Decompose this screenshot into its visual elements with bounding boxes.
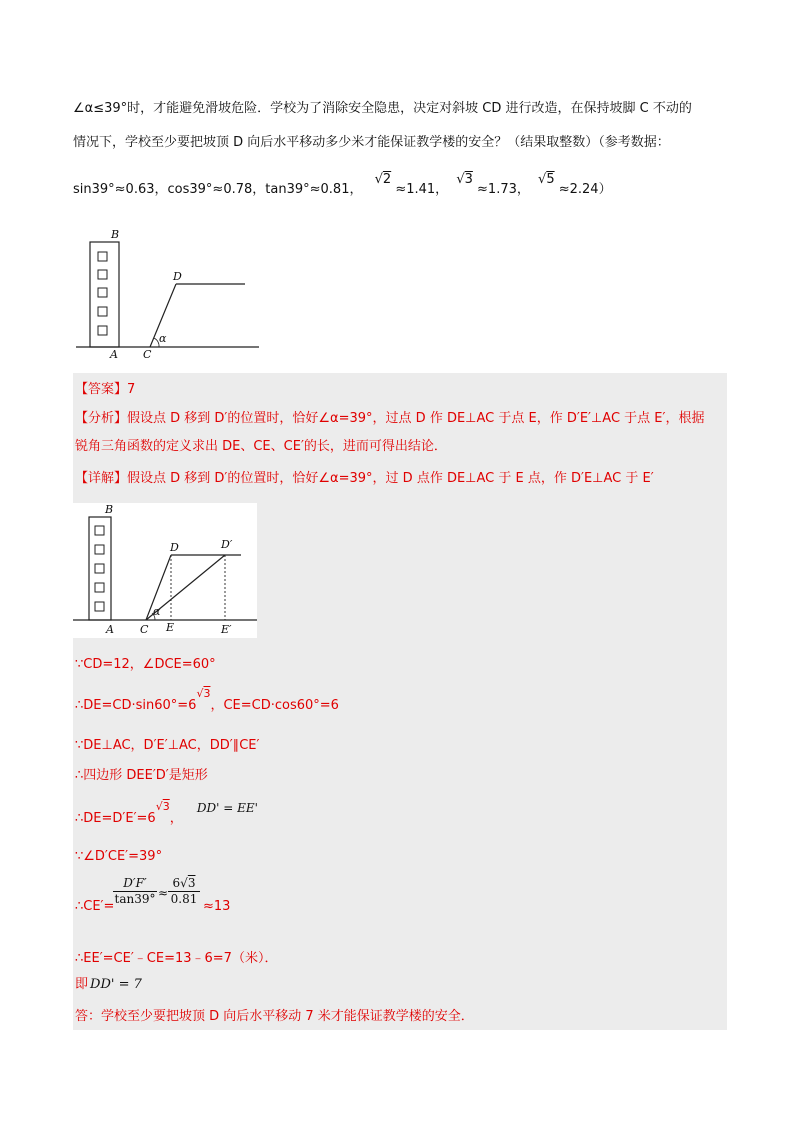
label-b: B: [111, 228, 120, 241]
step-7-result: ≈13: [203, 899, 231, 914]
answer-value: 7: [127, 382, 136, 397]
ref-sqrt3: √3 ≈1.73，: [456, 172, 530, 197]
label-alpha: α: [153, 605, 161, 618]
question-line-1: ∠α≤39°时，才能避免滑坡危险．学校为了消除安全隐患，决定对斜坡 CD 进行改造，在保持坡脚 C 不动的: [73, 101, 692, 116]
step-1: ∵CD=12，∠DCE=60°: [75, 657, 216, 672]
figure-2-diagram: [73, 503, 257, 638]
answer-line: [75, 381, 135, 399]
step-7-lead: ∴CE′=: [75, 899, 115, 914]
reference-data: [73, 172, 733, 199]
analysis-line-2: 锐角三角函数的定义求出 DE、CE、CE′的长，进而可得出结论．: [75, 439, 447, 454]
label-alpha: α: [159, 332, 167, 345]
answer-tag: 【答案】: [75, 382, 128, 397]
step-3: ∵DE⊥AC，D′E′⊥AC，DD′∥CE′: [75, 738, 260, 753]
figure-1-diagram: [73, 225, 263, 365]
label-d: D: [173, 270, 182, 283]
label-e-prime: E′: [221, 623, 232, 636]
detail-tag: 【详解】: [75, 471, 128, 486]
step-5-equation: DD' = EE': [196, 801, 258, 815]
label-c: C: [140, 623, 149, 636]
question-line-2: 情况下，学校至少要把坡顶 D 向后水平移动多少米才能保证教学楼的安全？（结果取整数）（参考数据：: [73, 135, 670, 150]
ref-sqrt5: √5 ≈2.24）: [538, 172, 612, 197]
ref-sqrt2: √2 ≈1.41，: [374, 172, 449, 197]
building: [89, 517, 111, 620]
detail-line-1: 【详解】假设点 D 移到 D′的位置时，恰好∠α=39°，过 D 点作 DE⊥AC 于 E 点，作 D′E⊥AC 于 E′: [75, 471, 654, 486]
step-9-equation: DD' = 7: [90, 977, 142, 992]
step-5-sqrt: √3: [155, 800, 170, 813]
step-9: 即 DD' = 7: [75, 977, 142, 992]
step-5: $\therefore DE=D'E'=6^{√3}$， DD' = EE': [75, 800, 258, 826]
ref-tan: tan39°≈0.81，: [265, 182, 363, 197]
label-c: C: [143, 348, 152, 361]
step-2-sqrt: √3: [196, 687, 211, 700]
step-8: ∴EE′=CE′﹣CE=13﹣6=7（米）．: [75, 951, 278, 966]
ref-cos: cos39°≈0.78，: [167, 182, 266, 197]
label-e: E: [166, 621, 175, 634]
building-windows: [98, 252, 107, 335]
label-a: A: [106, 623, 114, 636]
building: [90, 242, 119, 347]
analysis-line-1: 【分析】假设点 D 移到 D′的位置时，恰好∠α=39°，过点 D 作 DE⊥AC 于点 E，作 D′E′⊥AC 于点 E′，根据: [75, 411, 705, 426]
step-7-fraction-2: $\frac{6√3}{0.81}$: [168, 876, 200, 906]
step-2: $\therefore DE=CD\cdot\sin 60^\circ=6^{√3}$，CE=CD·cos60°=6: [75, 687, 339, 713]
label-d: D: [170, 541, 179, 554]
ref-sin: sin39°≈0.63，: [73, 182, 168, 197]
final-answer: 答：学校至少要把坡顶 D 向后水平移动 7 米才能保证教学楼的安全．: [75, 1009, 474, 1024]
label-d-prime: D′: [221, 538, 233, 551]
label-a: A: [110, 348, 118, 361]
step-7-fraction-1: $\frac{D'F'}{\tan 39^\circ}$: [114, 876, 156, 906]
analysis-tag: 【分析】: [75, 411, 128, 426]
step-6: ∵∠D′CE′=39°: [75, 849, 163, 864]
label-b: B: [105, 503, 114, 516]
step-4: ∴四边形 DEE′D′是矩形: [75, 768, 208, 783]
step-7-approx: ≈: [157, 886, 169, 900]
building-windows: [95, 526, 104, 611]
